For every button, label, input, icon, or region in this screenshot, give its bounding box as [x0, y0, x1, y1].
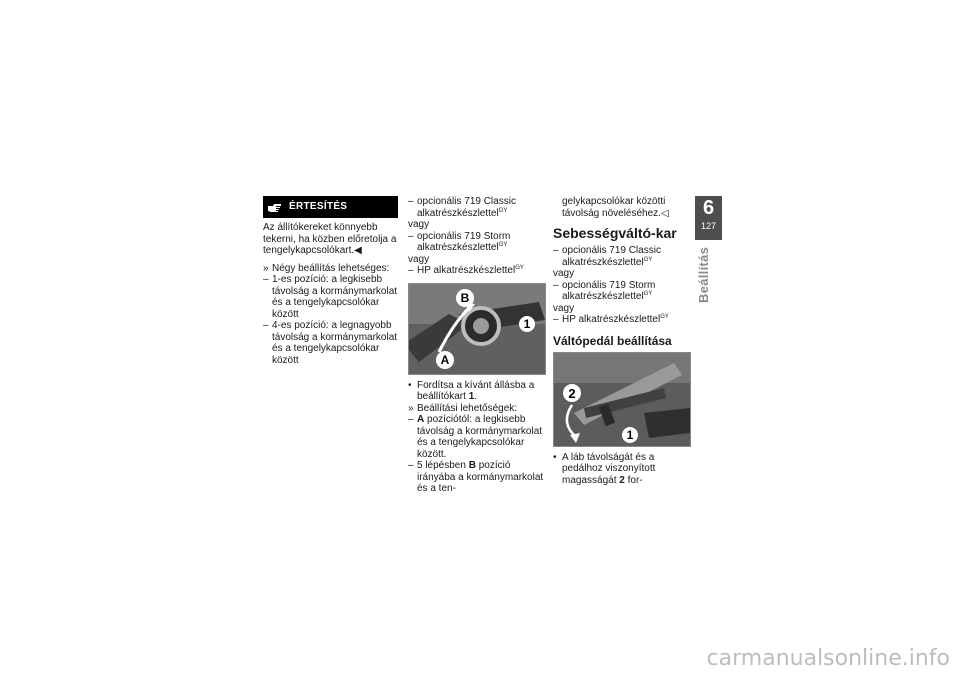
figure-label-a: A: [440, 352, 450, 367]
or-text: vagy: [553, 268, 575, 279]
option-classic: – opcionális 719 Classic alkatrészkészlettel$^{GY}$: [553, 245, 661, 268]
watermark: carmanualsonline.info: [706, 646, 950, 671]
column-2: [408, 196, 546, 495]
dash-marker: –: [263, 320, 269, 331]
page-number: 127: [700, 221, 717, 231]
notice-title: ÉRTESÍTÉS: [289, 201, 348, 213]
column-3: [553, 196, 691, 486]
chapter-number: 6: [702, 197, 715, 219]
figure-label-b: B: [460, 290, 470, 305]
option-storm: – opcionális 719 Storm alkatrészkészlettel$^{GY}$: [408, 230, 511, 253]
shift-pedal-figure: [553, 352, 691, 447]
arrow-marker: »: [263, 262, 269, 274]
setting-b: – 5 lépésben B pozíció irányába a kormánymarkolat és a ten-: [408, 460, 544, 494]
or-text: vagy: [408, 253, 430, 265]
figure-label-1: 1: [626, 427, 634, 442]
option-hp: – HP alkatrészkészlettel$^{GY}$: [408, 265, 524, 276]
hand-pointer-icon: [267, 201, 283, 213]
or-text: vagy: [553, 302, 575, 314]
clutch-lever-figure: [408, 283, 546, 375]
chapter-title: Beállítás: [696, 247, 711, 304]
column-1: [263, 196, 398, 366]
notice-header: [263, 196, 398, 218]
clutch-options-intro: » Négy beállítás lehetséges:: [263, 262, 390, 274]
dash-marker: –: [263, 274, 269, 285]
clutch-option-4: – 4-es pozíció: a legnagyobb távolság a kormánymarkolat és a tengelykapcsolókar között: [263, 320, 398, 366]
option-hp: – HP alkatrészkészlettel$^{GY}$: [553, 314, 669, 325]
chapter-tab: [695, 196, 722, 240]
figure-label-2: 2: [568, 385, 576, 401]
subsection-heading: Váltópedál beállítása: [553, 333, 672, 348]
settings-intro: » Beállítási lehetőségek:: [408, 402, 518, 414]
option-storm: – opcionális 719 Storm alkatrészkészlettel$^{GY}$: [553, 279, 656, 302]
pedal-instruction: • A láb távolságát és a pedálhoz viszonyított magasságát 2 for-: [553, 451, 656, 486]
option-classic: – opcionális 719 Classic alkatrészkészlettel$^{GY}$: [408, 196, 516, 219]
turn-instruction: • Fordítsa a kívánt állásba a beállítókart 1.: [408, 379, 535, 402]
figure-label-1: 1: [523, 316, 531, 331]
clutch-option-1: – 1-es pozíció: a legkisebb távolság a kormánymarkolat és a tengelykapcsolókar között: [263, 274, 398, 320]
section-heading: Sebességváltó-kar: [553, 225, 677, 241]
notice-text: Az állítókereket könnyebb tekerni, ha közben előretolja a tengelykapcsolókart.◀: [263, 222, 397, 256]
or-text: vagy: [408, 219, 430, 230]
continuation-text: gelykapcsolókar közötti távolság növeléséhez.◁: [562, 196, 669, 219]
setting-a: – A pozíciótól: a legkisebb távolság a kormánymarkolat és a tengelykapcsolókar között.: [408, 414, 543, 460]
